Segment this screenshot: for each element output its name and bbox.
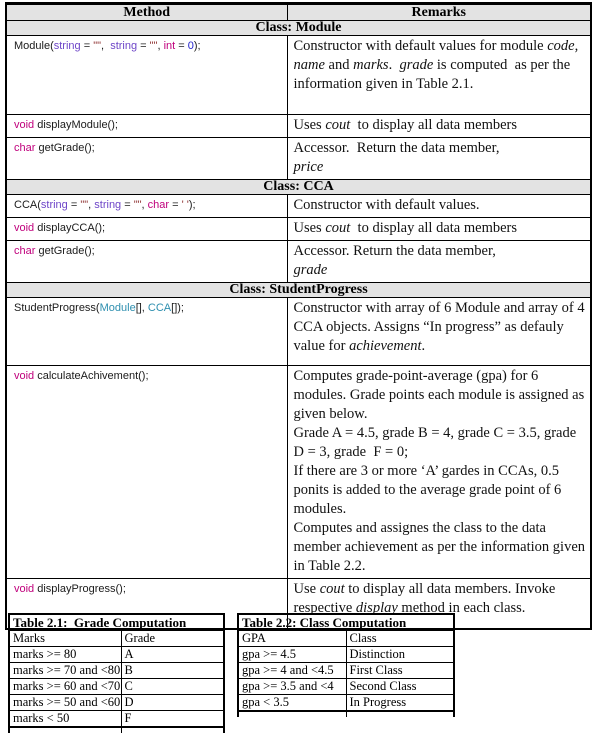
marks-range: marks >= 70 and <80	[9, 663, 121, 679]
remarks-cell	[287, 218, 591, 241]
table-border-stub	[8, 728, 225, 733]
method-remarks-table	[5, 2, 592, 630]
method-column-header: Method	[6, 4, 287, 21]
remark-text: .	[388, 57, 400, 73]
code-text: =	[121, 199, 134, 211]
code-text: getGrade();	[35, 245, 95, 257]
method-cell	[6, 241, 287, 283]
code-text: displayModule();	[34, 119, 118, 131]
section-title-cca: Class: CCA	[6, 180, 591, 195]
remark-text: and	[324, 57, 354, 73]
char-literal: ' '	[181, 199, 189, 211]
remark-paragraph: Computes grade-point-average (gpa) for 6 modules. Grade points each module is assigned as given below.	[293, 368, 588, 422]
gpa-column-header: GPA	[238, 631, 346, 647]
method-cell	[6, 218, 287, 241]
table-header-row	[9, 631, 224, 647]
remarks-cell	[287, 298, 591, 366]
section-row-studentprogress	[6, 283, 591, 298]
grade-column-header: Grade	[121, 631, 224, 647]
grade-computation-table-wrap	[8, 613, 225, 733]
grade-computation-table	[8, 613, 225, 728]
keyword: char	[14, 142, 36, 154]
gpa-range: gpa < 3.5	[238, 695, 346, 712]
code-text: calculateAchivement();	[34, 370, 149, 382]
keyword: void	[14, 583, 35, 595]
code-text: []);	[171, 302, 184, 314]
code-text: [],	[135, 302, 148, 314]
class-name: Module	[99, 302, 136, 314]
table-row	[238, 695, 454, 712]
code-text: ,	[101, 40, 111, 52]
type-keyword: string	[110, 40, 138, 52]
remark-text: Uses	[293, 220, 326, 236]
table-row	[9, 647, 224, 663]
table-row	[238, 647, 454, 663]
code-text: ,	[141, 199, 148, 211]
remark-term: grade	[399, 57, 434, 73]
code-text: getGrade();	[35, 142, 95, 154]
remarks-cell	[287, 115, 591, 138]
remark-term: achievement	[349, 338, 422, 354]
remark-paragraph: Computes and assignes the class to the data member achievement as per the information given in Table 2.2.	[293, 520, 589, 574]
remark-text: Accessor. Return the data member,	[293, 243, 496, 259]
section-title-studentprogress: Class: StudentProgress	[6, 283, 591, 298]
section-title-module: Class: Module	[6, 21, 591, 36]
class-value: In Progress	[346, 695, 454, 712]
remark-text: to display all data members	[350, 117, 518, 133]
marks-range: marks < 50	[9, 711, 121, 728]
remarks-column-header: Remarks	[287, 4, 591, 21]
table-row	[9, 679, 224, 695]
keyword: char	[14, 245, 36, 257]
table-row	[6, 218, 591, 241]
code-text: );	[188, 199, 196, 211]
remark-text: Use	[293, 581, 320, 597]
remark-term: grade	[293, 262, 328, 278]
table-border-stub	[237, 712, 455, 717]
string-literal: ""	[80, 199, 89, 211]
code-text: ,	[157, 40, 164, 52]
gpa-range: gpa >= 4.5	[238, 647, 346, 663]
remarks-cell	[287, 195, 591, 218]
code-text: displayProgress();	[34, 583, 126, 595]
grade-value: D	[121, 695, 224, 711]
column-divider-stub	[121, 728, 122, 733]
type-keyword: string	[94, 199, 122, 211]
number-literal: 0	[187, 40, 194, 52]
marks-range: marks >= 80	[9, 647, 121, 663]
type-keyword: string	[53, 40, 81, 52]
table-2-2-title-row	[238, 614, 454, 631]
remark-text: Constructor with array of 6 Module and array of 4 CCA objects. Assigns “In progress” as defauly value for	[293, 300, 589, 354]
method-cell	[6, 138, 287, 180]
keyword: void	[14, 119, 35, 131]
remark-text: Uses	[293, 117, 326, 133]
grade-value: C	[121, 679, 224, 695]
method-cell	[6, 115, 287, 138]
remark-term: marks	[353, 57, 389, 73]
code-text: =	[67, 199, 81, 211]
remark-paragraph: If there are 3 or more ‘A’ gardes in CCAs, 0.5 ponits is added to the average grade point of 6 modules.	[293, 463, 565, 517]
code-text: CCA(	[14, 199, 41, 211]
remark-text: to display all data members	[350, 220, 518, 236]
marks-range: marks >= 50 and <60	[9, 695, 121, 711]
remark-text: Constructor with default values for module	[293, 38, 548, 54]
table-row	[6, 36, 591, 115]
code-text: displayCCA();	[34, 222, 106, 234]
remark-paragraph: Grade A = 4.5, grade B = 4, grade C = 3.5, grade D = 3, grade F = 0;	[293, 425, 580, 460]
code-text: =	[169, 199, 182, 211]
code-text: =	[175, 40, 188, 52]
gpa-range: gpa >= 3.5 and <4	[238, 679, 346, 695]
table-row	[9, 711, 224, 728]
class-value: Distinction	[346, 647, 454, 663]
column-divider-stub	[346, 712, 347, 717]
marks-range: marks >= 60 and <70	[9, 679, 121, 695]
table-row	[238, 663, 454, 679]
remark-text: is computed as per the information given in Table 2.1.	[293, 57, 574, 92]
table-2-2-title: Table 2.2: Class Computation	[238, 614, 454, 631]
code-text: Module(	[14, 40, 54, 52]
keyword: char	[147, 199, 170, 211]
table-row	[6, 298, 591, 366]
class-value: Second Class	[346, 679, 454, 695]
string-literal: ""	[133, 199, 142, 211]
grade-value: B	[121, 663, 224, 679]
string-literal: ""	[93, 40, 102, 52]
method-cell	[6, 366, 287, 579]
keyword: void	[14, 222, 35, 234]
remark-term: cout	[319, 581, 345, 597]
table-row	[6, 241, 591, 283]
method-cell	[6, 298, 287, 366]
table-row	[9, 663, 224, 679]
class-value: First Class	[346, 663, 454, 679]
class-computation-table	[237, 613, 455, 712]
marks-column-header: Marks	[9, 631, 121, 647]
class-column-header: Class	[346, 631, 454, 647]
code-text: =	[137, 40, 150, 52]
method-cell	[6, 36, 287, 115]
table-row	[6, 138, 591, 180]
table-row	[238, 679, 454, 695]
remark-text: Constructor with default values.	[293, 197, 480, 213]
method-cell	[6, 195, 287, 218]
remark-term: cout	[325, 220, 351, 236]
table-header-row	[6, 4, 591, 21]
table-row	[9, 695, 224, 711]
remark-term: code, name	[293, 38, 582, 73]
class-computation-table-wrap	[237, 613, 455, 717]
table-row	[6, 115, 591, 138]
type-keyword: string	[40, 199, 68, 211]
remark-term: display	[355, 600, 398, 616]
section-row-module	[6, 21, 591, 36]
remark-text: method in each class.	[397, 600, 526, 616]
string-literal: ""	[149, 40, 158, 52]
remark-term: price	[293, 159, 324, 175]
remarks-cell	[287, 366, 591, 579]
remarks-cell	[287, 241, 591, 283]
grade-value: A	[121, 647, 224, 663]
section-row-cca	[6, 180, 591, 195]
class-name: CCA	[147, 302, 172, 314]
table-2-1-title: Table 2.1: Grade Computation	[9, 614, 224, 631]
table-2-1-title-row	[9, 614, 224, 631]
table-row	[6, 195, 591, 218]
remark-text: Accessor. Return the data member,	[293, 140, 500, 156]
table-header-row	[238, 631, 454, 647]
keyword: void	[14, 370, 35, 382]
keyword: int	[163, 40, 176, 52]
grade-value: F	[121, 711, 224, 728]
remark-text: to display all data members. Invoke respective	[293, 581, 559, 616]
gpa-range: gpa >= 4 and <4.5	[238, 663, 346, 679]
code-text: StudentProgress(	[14, 302, 100, 314]
remarks-cell	[287, 138, 591, 180]
remarks-cell	[287, 36, 591, 115]
code-text: );	[193, 40, 201, 52]
code-text: =	[80, 40, 94, 52]
code-text: ,	[88, 199, 95, 211]
remark-term: cout	[325, 117, 351, 133]
table-row	[6, 366, 591, 579]
remark-text: .	[421, 338, 426, 354]
